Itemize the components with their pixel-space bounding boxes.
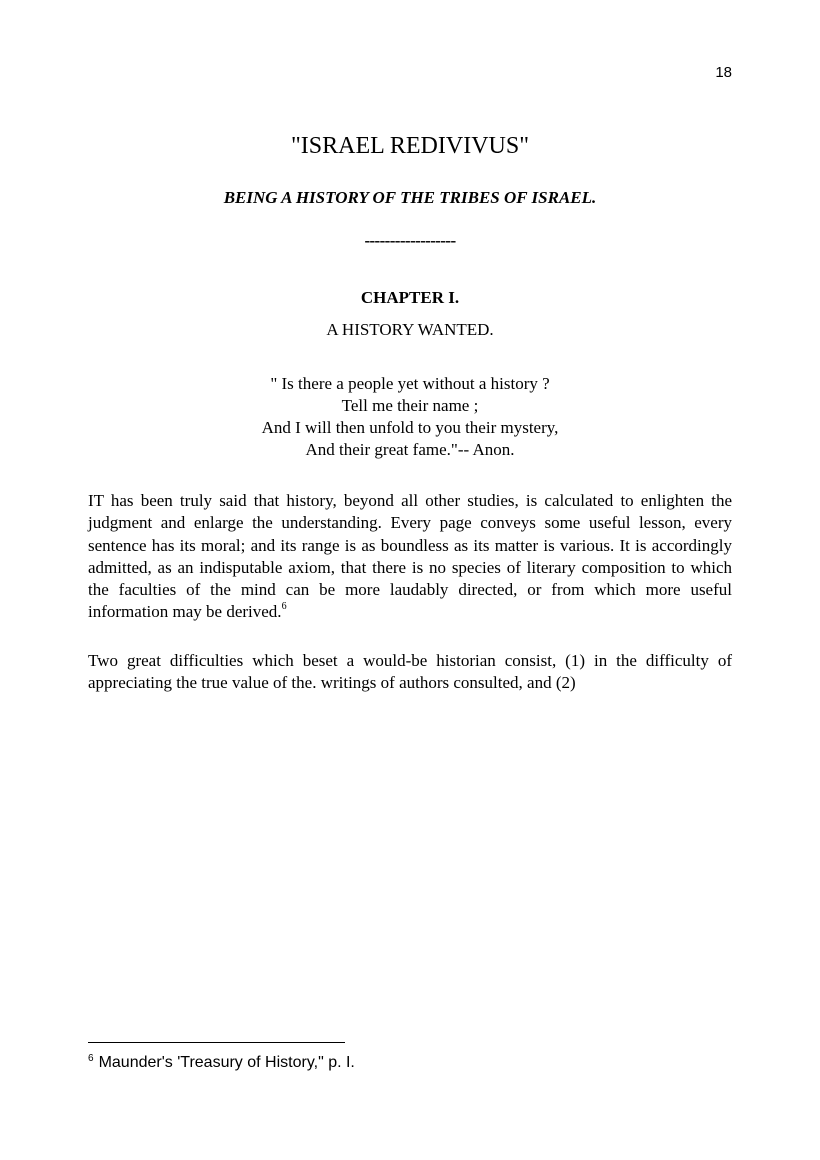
body-paragraph (88, 650, 732, 695)
epigraph-line: And their great fame."-- Anon. (305, 440, 515, 459)
paragraph-text: Two great difficulties which beset a would-be historian consist, (1) in the difficulty of appreciating the true value of the. writings of authors consulted, and (2) (88, 651, 732, 693)
book-subtitle: BEING A HISTORY OF THE TRIBES OF ISRAEL. (223, 188, 597, 207)
epigraph-line: " Is there a people yet without a history ? (270, 374, 550, 393)
footnote-reference[interactable]: 6 (281, 600, 287, 612)
footnote-marker: 6 (88, 1052, 94, 1064)
footnote-divider (88, 1042, 345, 1043)
epigraph (88, 373, 732, 461)
paragraph-text: IT has been truly said that history, beyond all other studies, is calculated to enlighten the judgment and enlarge the understanding. Every page conveys some useful lesson, every sentence has its moral; and its range is as boundless as its matter is various. It is accordingly admitted, as an indisputable axiom, that there is no species of literary composition to which the faculties of the mind can be more laudably directed, or from which more useful information may be derived. (88, 491, 732, 622)
footnote (88, 1052, 355, 1074)
chapter-title: A HISTORY WANTED. (326, 320, 494, 339)
epigraph-line: Tell me their name ; (341, 396, 479, 415)
chapter-heading: CHAPTER I. (360, 288, 460, 307)
book-title: "ISRAEL REDIVIVUS" (290, 133, 530, 159)
body-paragraph (88, 490, 732, 624)
section-separator: ------------------ (364, 231, 456, 250)
epigraph-line: And I will then unfold to you their mystery, (261, 418, 559, 437)
page-number: 18 (715, 64, 732, 81)
footnote-text: Maunder's 'Treasury of History," p. I. (98, 1054, 355, 1071)
